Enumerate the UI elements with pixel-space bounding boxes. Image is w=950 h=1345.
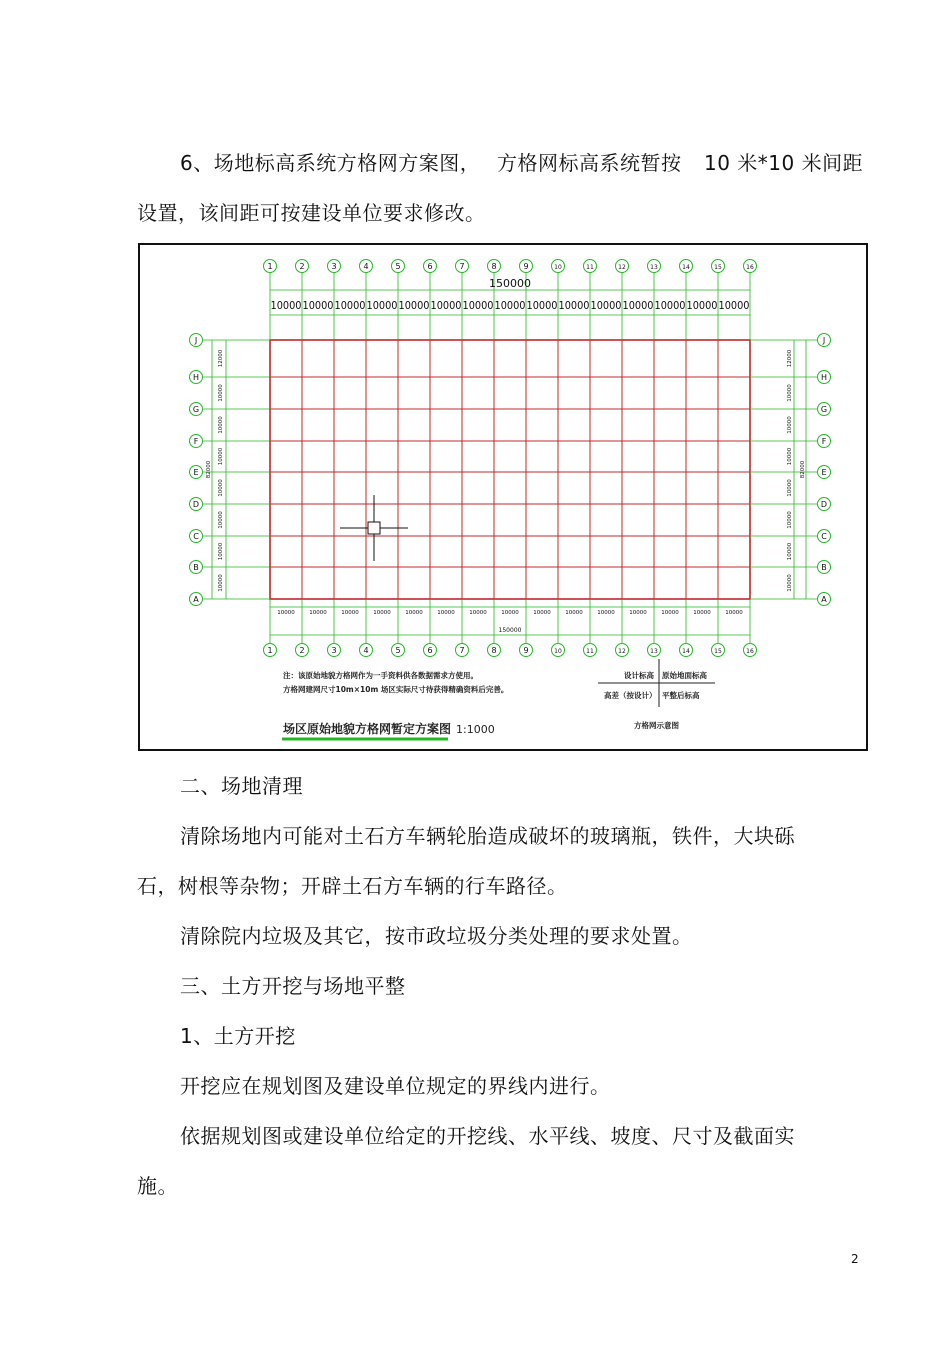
dim-row-left: 10000 <box>218 479 224 497</box>
legend-design-elevation: 设计标高 <box>624 671 654 680</box>
dim-total-top: 150000 <box>489 277 531 290</box>
section2-p1-line1: 清除场地内可能对土石方车辆轮胎造成破坏的玻璃瓶，铁件，大块砾 <box>180 824 795 848</box>
section3-p1: 开挖应在规划图及建设单位规定的界线内进行。 <box>180 1074 611 1098</box>
axis-label-col-11-top: 11 <box>586 264 594 271</box>
axis-label-col-12-bottom: 12 <box>618 648 626 655</box>
dim-spacing-bottom: 10000 <box>277 610 295 616</box>
dim-spacing-top: 10000 <box>558 299 590 312</box>
axis-label-col-1-top: 1 <box>267 262 273 271</box>
axis-label-col-2-bottom: 2 <box>299 646 305 655</box>
dim-spacing-bottom: 10000 <box>629 610 647 616</box>
dim-spacing-top: 10000 <box>590 299 622 312</box>
axis-label-row-C-left: C <box>193 532 199 541</box>
dim-spacing-bottom: 10000 <box>373 610 391 616</box>
section3-heading: 三、土方开挖与场地平整 <box>180 974 406 998</box>
axis-label-col-9-bottom: 9 <box>523 646 529 655</box>
dim-row-left: 10000 <box>218 447 224 466</box>
section2-p1-line2: 石，树根等杂物；开辟土石方车辆的行车路径。 <box>137 874 568 898</box>
axis-label-row-F-right: F <box>821 437 827 446</box>
axis-label-col-7-bottom: 7 <box>459 646 465 655</box>
dim-row-right: 10000 <box>787 384 793 402</box>
axis-label-col-15-bottom: 15 <box>714 648 722 655</box>
axis-label-col-10-bottom: 10 <box>554 648 562 655</box>
axis-label-col-16-top: 16 <box>746 264 754 271</box>
grid-boundary <box>270 340 750 599</box>
axis-lines <box>202 273 818 645</box>
dim-spacing-top: 10000 <box>430 299 462 312</box>
dim-spacing-bottom: 10000 <box>309 610 327 616</box>
dim-row-left: 10000 <box>218 542 224 561</box>
legend-height-diff: 高差（按设计） <box>604 691 657 700</box>
axis-label-row-A-left: A <box>193 595 199 604</box>
axis-label-row-E-left: E <box>193 468 199 477</box>
section1-line1-b: 方格网标高系统暂按 <box>497 151 682 175</box>
axis-label-col-4-top: 4 <box>363 262 369 271</box>
legend-leveled-elevation: 平整后标高 <box>662 691 700 700</box>
dim-row-right: 10000 <box>787 574 793 592</box>
dim-spacing-bottom: 10000 <box>437 610 455 616</box>
axis-label-col-7-top: 7 <box>459 262 465 271</box>
section3-p2-line1: 依据规划图或建设单位给定的开挖线、水平线、坡度、尺寸及截面实 <box>180 1124 795 1148</box>
axis-label-col-9-top: 9 <box>523 262 529 271</box>
section2-p2: 清除院内垃圾及其它，按市政垃圾分类处理的要求处置。 <box>180 924 693 948</box>
dim-spacing-top: 10000 <box>398 299 430 312</box>
dim-spacing-top: 10000 <box>462 299 494 312</box>
dim-spacing-bottom: 10000 <box>661 610 679 616</box>
note-line2: 方格网建网尺寸10m×10m 场区实际尺寸待获得精确资料后完善。 <box>283 685 509 694</box>
axis-label-col-4-bottom: 4 <box>363 646 369 655</box>
dim-spacing-bottom: 10000 <box>693 610 711 616</box>
legend-original-elevation: 原始地面标高 <box>662 671 707 680</box>
axis-label-col-6-top: 6 <box>427 262 433 271</box>
dim-spacing-bottom: 10000 <box>469 610 487 616</box>
dim-spacing-top: 10000 <box>270 299 302 312</box>
dim-row-left: 10000 <box>218 416 224 434</box>
dim-total-bottom: 150000 <box>498 627 522 634</box>
axis-label-col-1-bottom: 1 <box>267 646 273 655</box>
dimension-labels <box>206 277 806 634</box>
axis-label-col-5-top: 5 <box>395 262 401 271</box>
dim-row-right: 10000 <box>787 511 793 529</box>
axis-label-row-B-left: B <box>193 563 199 572</box>
section2-heading: 二、场地清理 <box>180 774 303 798</box>
dim-spacing-top: 10000 <box>334 299 366 312</box>
dim-spacing-bottom: 10000 <box>565 610 583 616</box>
dim-spacing-bottom: 10000 <box>597 610 615 616</box>
axis-label-row-F-left: F <box>193 437 199 446</box>
axis-label-col-2-top: 2 <box>299 262 305 271</box>
axis-label-col-8-top: 8 <box>491 262 497 271</box>
axis-label-col-6-bottom: 6 <box>427 646 433 655</box>
axis-label-col-14-bottom: 14 <box>682 648 690 655</box>
dim-spacing-bottom: 10000 <box>533 610 551 616</box>
dim-total-left: 82000 <box>206 460 212 479</box>
axis-label-row-H-left: H <box>192 373 200 382</box>
dim-row-right: 12000 <box>787 349 793 368</box>
dim-spacing-bottom: 10000 <box>341 610 359 616</box>
axis-label-row-J-left: J <box>194 336 198 345</box>
section3-p2-line2: 施。 <box>137 1174 178 1198</box>
dim-row-right: 10000 <box>787 479 793 497</box>
axis-label-row-J-right: J <box>822 336 826 345</box>
section1-line1-c: 10 米*10 米间距 <box>704 151 864 175</box>
section3-sub1: 1、土方开挖 <box>180 1024 296 1048</box>
axis-label-row-D-right: D <box>820 500 828 509</box>
dim-spacing-top: 10000 <box>718 299 750 312</box>
axis-label-col-5-bottom: 5 <box>395 646 401 655</box>
axis-label-row-H-right: H <box>820 373 828 382</box>
axis-label-row-G-right: G <box>820 405 828 414</box>
grid-network <box>270 340 750 599</box>
dim-row-right: 10000 <box>787 447 793 466</box>
axis-label-row-E-right: E <box>821 468 827 477</box>
section1-line1-a: 6、场地标高系统方格网方案图， <box>180 151 481 175</box>
axis-label-col-8-bottom: 8 <box>491 646 497 655</box>
figure-scale: 1:1000 <box>456 723 495 736</box>
dim-row-left: 10000 <box>218 511 224 529</box>
note-line1: 注：该原始地貌方格网作为一手资料供各数据需求方使用。 <box>283 671 478 680</box>
axis-label-col-10-top: 10 <box>554 264 562 271</box>
axis-label-col-13-top: 13 <box>650 264 658 271</box>
axis-label-col-15-top: 15 <box>714 264 722 271</box>
dim-spacing-top: 10000 <box>526 299 558 312</box>
dim-spacing-top: 10000 <box>686 299 718 312</box>
section1-line2: 设置，该间距可按建设单位要求修改。 <box>137 201 486 225</box>
dim-row-left: 12000 <box>218 349 224 368</box>
dim-row-right: 10000 <box>787 416 793 434</box>
dim-spacing-top: 10000 <box>366 299 398 312</box>
axis-label-col-14-top: 14 <box>682 264 690 271</box>
axis-bubbles <box>190 260 831 657</box>
axis-label-row-A-right: A <box>821 595 827 604</box>
axis-label-row-B-right: B <box>821 563 827 572</box>
dim-row-right: 10000 <box>787 542 793 561</box>
axis-label-col-3-top: 3 <box>331 262 337 271</box>
axis-label-col-12-top: 12 <box>618 264 626 271</box>
dim-total-right: 82000 <box>800 460 806 479</box>
axis-label-row-C-right: C <box>821 532 827 541</box>
dim-spacing-bottom: 10000 <box>725 610 743 616</box>
axis-label-col-16-bottom: 16 <box>746 648 754 655</box>
page-number: 2 <box>851 1252 859 1266</box>
axis-label-col-3-bottom: 3 <box>331 646 337 655</box>
dim-spacing-top: 10000 <box>302 299 334 312</box>
dim-row-left: 10000 <box>218 574 224 592</box>
axis-label-col-13-bottom: 13 <box>650 648 658 655</box>
dim-spacing-top: 10000 <box>622 299 654 312</box>
grid-plan-figure <box>138 243 868 751</box>
figure-title: 场区原始地貌方格网暂定方案图 <box>283 722 452 736</box>
axis-label-row-D-left: D <box>192 500 200 509</box>
dim-spacing-top: 10000 <box>654 299 686 312</box>
dim-spacing-bottom: 10000 <box>405 610 423 616</box>
dim-spacing-bottom: 10000 <box>501 610 519 616</box>
axis-label-row-G-left: G <box>192 405 200 414</box>
legend-caption: 方格网示意图 <box>634 721 679 730</box>
dim-row-left: 10000 <box>218 384 224 402</box>
dim-spacing-top: 10000 <box>494 299 526 312</box>
axis-label-col-11-bottom: 11 <box>586 648 594 655</box>
